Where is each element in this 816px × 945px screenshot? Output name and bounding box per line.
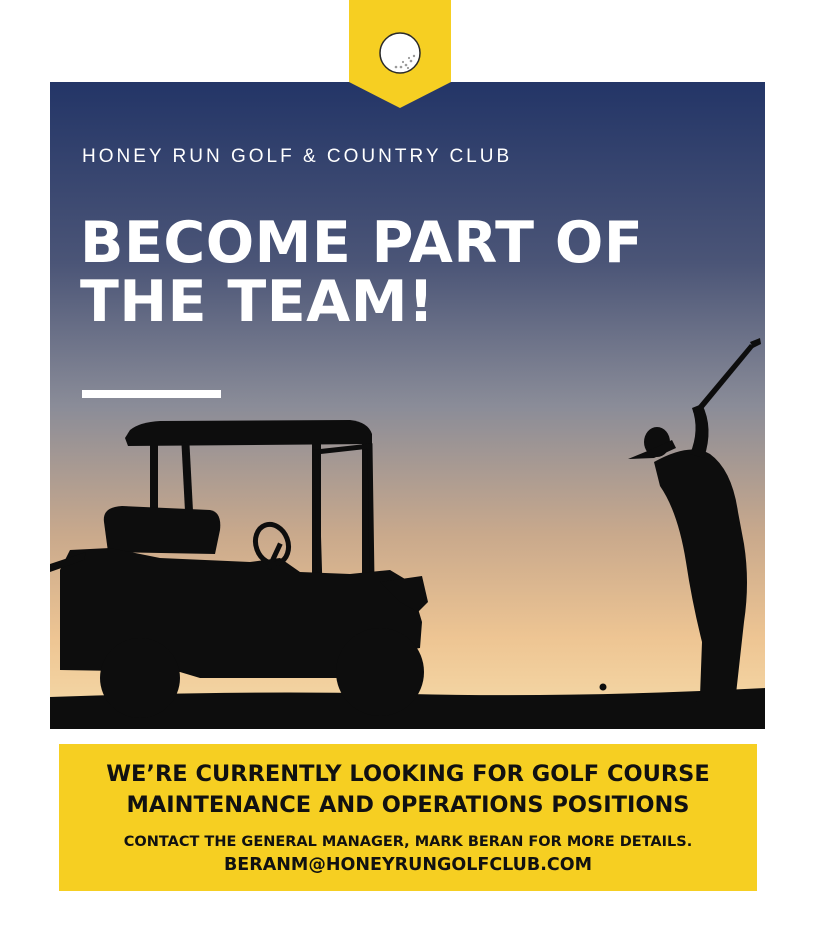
headline-line-1: BECOME PART OF	[80, 210, 644, 276]
club-name: HONEY RUN GOLF & COUNTRY CLUB	[82, 146, 513, 167]
golf-ball-icon	[378, 31, 422, 75]
headline-line-2: THE TEAM!	[80, 268, 435, 335]
contact-email-link[interactable]: BERANM@HONEYRUNGOLFCLUB.COM	[223, 855, 593, 875]
contact-text: CONTACT THE GENERAL MANAGER, MARK BERAN FOR MORE DETAILS.	[123, 834, 693, 850]
hiring-heading	[59, 759, 757, 821]
hero-banner	[50, 82, 765, 729]
headline	[80, 210, 720, 335]
sunset-background-image	[50, 82, 765, 729]
hiring-info-box	[59, 744, 757, 891]
headline-divider	[82, 390, 221, 398]
hiring-heading-line-1: WE’RE CURRENTLY LOOKING FOR GOLF COURSE	[106, 761, 710, 787]
hiring-heading-line-2: MAINTENANCE AND OPERATIONS POSITIONS	[126, 792, 690, 818]
